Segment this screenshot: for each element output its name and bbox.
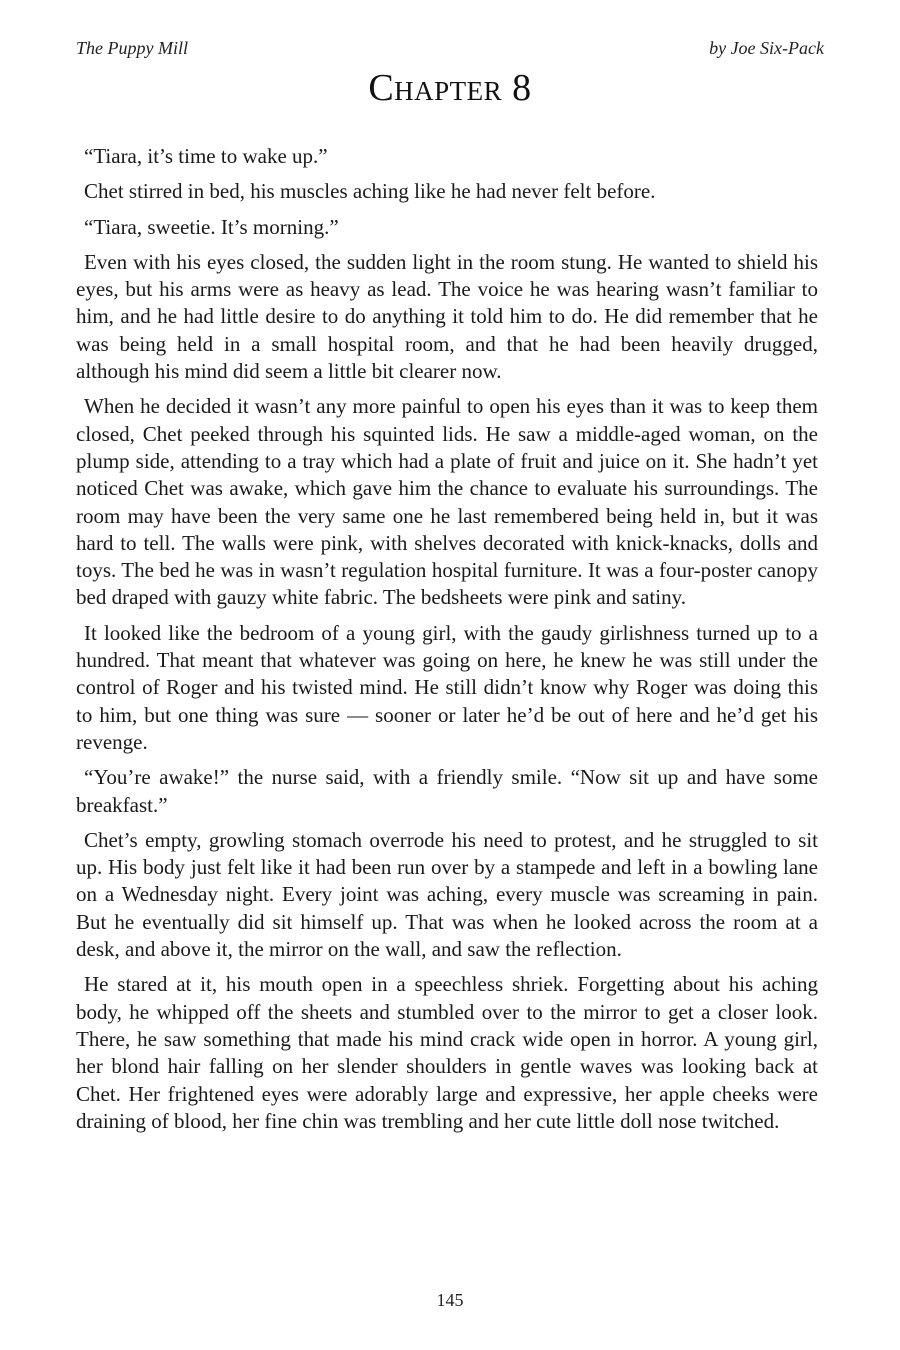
chapter-body (76, 143, 818, 1143)
author-name: by Joe Six-Pack (709, 38, 824, 58)
paragraph: “You’re awake!” the nurse said, with a friendly smile. “Now sit up and have some breakfast.” (76, 765, 818, 817)
book-title: The Puppy Mill (76, 38, 188, 58)
paragraph: It looked like the bedroom of a young girl, with the gaudy girlishness turned up to a hundred. That meant that whatever was going on here, he knew he was still under the control of Roger and his twisted mind. He still didn’t know why Roger was doing this to him, but one thing was sure — sooner or later he’d be out of here and he’d get his revenge. (76, 620, 818, 754)
paragraph: He stared at it, his mouth open in a speechless shriek. Forgetting about his aching body, he whipped off the sheets and stumbled over to the mirror to get a closer look. There, he saw something that made his mind crack wide open in horror. A young girl, her blond hair falling on her slender shoulders in gentle waves was looking back at Chet. Her frightened eyes were adorably large and expressive, her apple cheeks were draining of blood, her fine chin was trembling and her cute little doll nose twitched. (76, 972, 818, 1133)
paragraph: When he decided it wasn’t any more painful to open his eyes than it was to keep them closed, Chet peeked through his squinted lids. He saw a middle-aged woman, on the plump side, attending to a tray which had a plate of fruit and juice on it. She hadn’t yet noticed Chet was awake, which gave him the chance to evaluate his surroundings. The room may have been the very same one he last remembered being held in, but it was hard to tell. The walls were pink, with shelves decorated with knick-knacks, dolls and toys. The bed he was in wasn’t regulation hospital furniture. It was a four-poster canopy bed draped with gauzy white fabric. The bedsheets were pink and satiny. (76, 394, 818, 610)
paragraph: Chet stirred in bed, his muscles aching like he had never felt before. (84, 179, 656, 204)
running-header (76, 38, 824, 60)
paragraph: Chet’s empty, growling stomach overrode his need to protest, and he struggled to sit up. His body just felt like it had been run over by a stampede and left in a bowling lane on a Wednesday night. Every joint was aching, every muscle was screaming in pain. But he eventually did sit himself up. That was when he looked across the room at a desk, and above it, the mirror on the wall, and saw the reflection. (76, 827, 818, 962)
paragraph: Even with his eyes closed, the sudden light in the room stung. He wanted to shield his eyes, but his arms were as heavy as lead. The voice he was hearing wasn’t familiar to him, and he had little desire to do anything it told him to do. He did remember that he was being held in a small hospital room, and that he had been heavily drugged, although his mind did seem a little bit clearer now. (76, 249, 818, 384)
page-number: 145 (436, 1290, 464, 1310)
chapter-title: Chapter 8 (368, 67, 532, 109)
paragraph: “Tiara, sweetie. It’s morning.” (84, 214, 339, 239)
paragraph: “Tiara, it’s time to wake up.” (84, 144, 328, 168)
